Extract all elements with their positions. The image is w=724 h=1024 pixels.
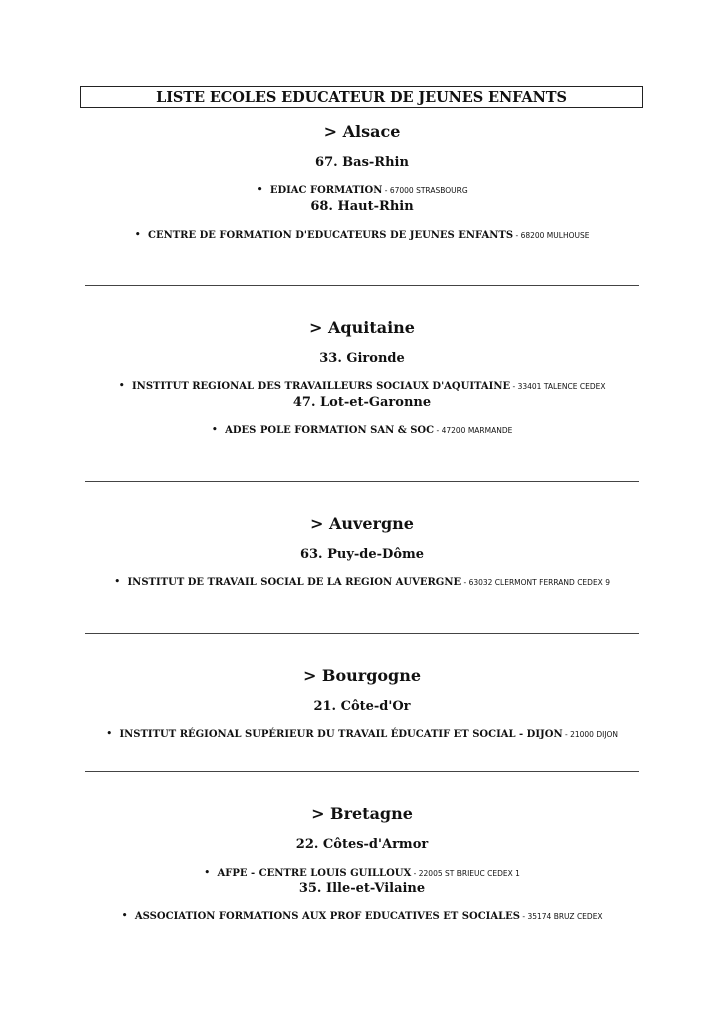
department-heading: 33. Gironde [319, 351, 405, 366]
school-city: - 33401 TALENCE CEDEX [510, 382, 606, 391]
bullet-icon: • [118, 379, 125, 392]
department-heading: 63. Puy-de-Dôme [299, 547, 425, 562]
region-heading-aquitaine: > Aquitaine [309, 318, 415, 337]
department-heading: 21. Côte-d'Or [313, 699, 411, 714]
department-heading: 35. Ille-et-Vilaine [298, 881, 426, 896]
bullet-icon: • [121, 909, 128, 922]
school-name: ADES POLE FORMATION SAN & SOC [225, 425, 435, 436]
school-list-item [0, 727, 724, 740]
section-divider [85, 771, 639, 772]
region-heading-alsace: > Alsace [323, 122, 401, 141]
section-divider [85, 285, 639, 286]
school-list-item [0, 183, 724, 196]
region-heading-bretagne: > Bretagne [311, 804, 413, 823]
school-list-item [0, 228, 724, 241]
school-city: - 21000 DIJON [562, 730, 619, 739]
school-city: - 68200 MULHOUSE [513, 231, 590, 240]
bullet-icon: • [114, 575, 121, 588]
department-heading: 47. Lot-et-Garonne [292, 395, 432, 410]
school-list-item [0, 423, 724, 436]
school-list-item [0, 575, 724, 588]
bullet-icon: • [134, 228, 142, 241]
bullet-icon: • [256, 183, 263, 196]
school-name: EDIAC FORMATION [269, 185, 383, 196]
region-heading-bourgogne: > Bourgogne [302, 666, 422, 685]
department-heading: 67. Bas-Rhin [315, 155, 409, 170]
school-city: - 22005 ST BRIEUC CEDEX 1 [411, 869, 520, 878]
department-heading: 68. Haut-Rhin [310, 199, 414, 214]
department-heading: 22. Côtes-d'Armor [295, 837, 429, 852]
school-name: INSTITUT RÉGIONAL SUPÉRIEUR DU TRAVAIL ÉDUCATIF ET SOCIAL - DIJON [119, 729, 563, 740]
bullet-icon: • [204, 866, 211, 879]
section-divider [85, 633, 639, 634]
section-divider [85, 481, 639, 482]
school-city: - 47200 MARMANDE [434, 426, 513, 435]
school-name: CENTRE DE FORMATION D'EDUCATEURS DE JEUNES ENFANTS [148, 230, 514, 241]
school-city: - 35174 BRUZ CEDEX [519, 912, 603, 921]
school-name: ASSOCIATION FORMATIONS AUX PROF EDUCATIVES ET SOCIALES [134, 911, 520, 922]
school-name: INSTITUT REGIONAL DES TRAVAILLEURS SOCIAUX D'AQUITAINE [132, 381, 511, 392]
school-list-item [0, 909, 724, 922]
school-list-item [0, 379, 724, 392]
school-name: AFPE - CENTRE LOUIS GUILLOUX [217, 868, 412, 879]
school-city: - 63032 CLERMONT FERRAND CEDEX 9 [461, 578, 610, 587]
region-heading-auvergne: > Auvergne [310, 514, 414, 533]
school-name: INSTITUT DE TRAVAIL SOCIAL DE LA REGION AUVERGNE [127, 577, 462, 588]
school-list-item [0, 866, 724, 879]
bullet-icon: • [211, 423, 219, 436]
document-title: LISTE ECOLES EDUCATEUR DE JEUNES ENFANTS [80, 86, 643, 108]
bullet-icon: • [105, 727, 113, 740]
school-city: - 67000 STRASBOURG [382, 186, 468, 195]
